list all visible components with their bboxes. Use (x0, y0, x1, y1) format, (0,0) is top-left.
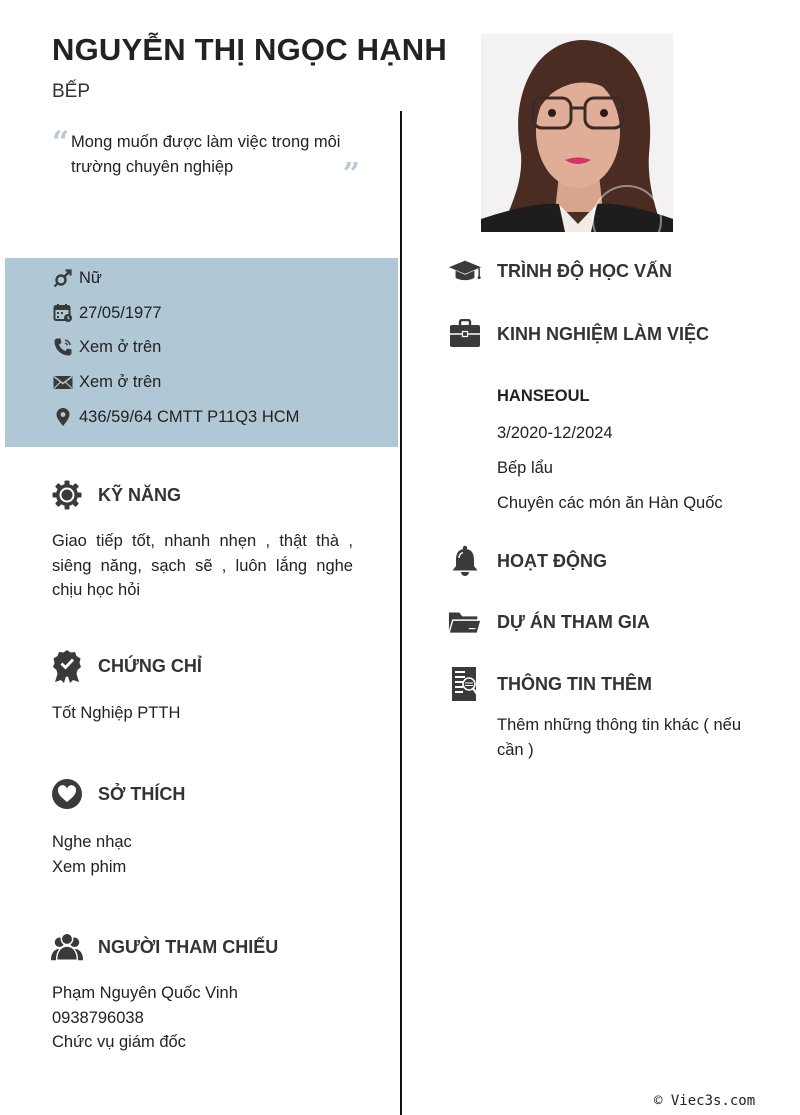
email-row (52, 369, 161, 395)
calendar-icon (52, 302, 74, 324)
open-quote-icon: “ (52, 125, 70, 160)
hobbies-heading (50, 777, 185, 811)
footer-credit: © Viec3s.com (654, 1093, 756, 1109)
bell-icon (448, 544, 482, 578)
phone-icon (52, 336, 74, 358)
graduation-cap-icon (448, 254, 482, 288)
people-icon (50, 930, 84, 964)
activities-title: HOẠT ĐỘNG (497, 550, 607, 571)
hobbies-list (52, 830, 132, 879)
objective-text: Mong muốn được làm việc trong môi trường chuyên nghiệp (71, 133, 341, 176)
reference-role: Chức vụ giám đốc (52, 1033, 186, 1051)
education-heading (448, 254, 672, 288)
hobby-item: Nghe nhạc (52, 833, 132, 851)
experience-role: Bếp lẩu (497, 459, 553, 477)
job-position: BẾP (52, 81, 91, 102)
certificates-heading (50, 649, 202, 683)
skills-title: KỸ NĂNG (98, 484, 182, 505)
address-row (52, 404, 299, 430)
experience-title: KINH NGHIỆM LÀM VIỆC (497, 323, 710, 344)
reference-name: Phạm Nguyên Quốc Vinh (52, 984, 238, 1002)
skills-heading (50, 478, 181, 512)
phone-value: Xem ở trên (79, 337, 162, 356)
birthday-value: 27/05/1977 (79, 303, 162, 322)
additional-info-title: THÔNG TIN THÊM (497, 673, 652, 694)
gender-value: Nữ (79, 268, 102, 287)
gender-row (52, 265, 102, 291)
education-title: TRÌNH ĐỘ HỌC VẤN (497, 260, 672, 281)
hobby-item: Xem phim (52, 857, 127, 876)
experience-company: HANSEOUL (497, 387, 590, 405)
activities-heading (448, 544, 607, 578)
reference-phone: 0938796038 (52, 1008, 144, 1027)
email-value: Xem ở trên (79, 372, 162, 391)
additional-info-heading (448, 667, 652, 701)
career-objective (52, 125, 362, 192)
document-search-icon (448, 667, 482, 701)
briefcase-icon (448, 317, 482, 351)
references-heading (50, 930, 278, 964)
experience-period: 3/2020-12/2024 (497, 424, 613, 442)
close-quote-icon: ” (342, 157, 360, 192)
certificates-text: Tốt Nghiệp PTTH (52, 704, 181, 722)
envelope-icon (52, 371, 74, 393)
certificates-title: CHỨNG CHỈ (98, 655, 202, 676)
projects-title: DỰ ÁN THAM GIA (497, 611, 650, 632)
gear-icon (50, 478, 84, 512)
additional-info-text: Thêm những thông tin khác ( nếu cần ) (497, 716, 742, 759)
gender-icon (52, 267, 74, 289)
folder-icon (448, 605, 482, 639)
column-divider (400, 111, 402, 1115)
phone-row (52, 334, 161, 360)
projects-heading (448, 605, 650, 639)
profile-photo (481, 34, 673, 232)
experience-heading (448, 317, 709, 351)
experience-description: Chuyên các món ăn Hàn Quốc (497, 494, 723, 512)
address-value: 436/59/64 CMTT P11Q3 HCM (79, 407, 300, 426)
hobbies-title: SỞ THÍCH (98, 783, 186, 804)
candidate-name: NGUYỄN THỊ NGỌC HẠNH (52, 32, 447, 67)
map-pin-icon (52, 406, 74, 428)
birthday-row (52, 300, 162, 326)
references-title: NGƯỜI THAM CHIẾU (98, 936, 279, 957)
skills-text: Giao tiếp tốt, nhanh nhẹn , thật thà , siêng năng, sạch sẽ , luôn lắng nghe chịu học hỏi (52, 532, 353, 599)
contact-info-panel (5, 258, 398, 447)
heart-icon (50, 777, 84, 811)
references-details (52, 981, 238, 1055)
award-badge-icon (50, 649, 84, 683)
